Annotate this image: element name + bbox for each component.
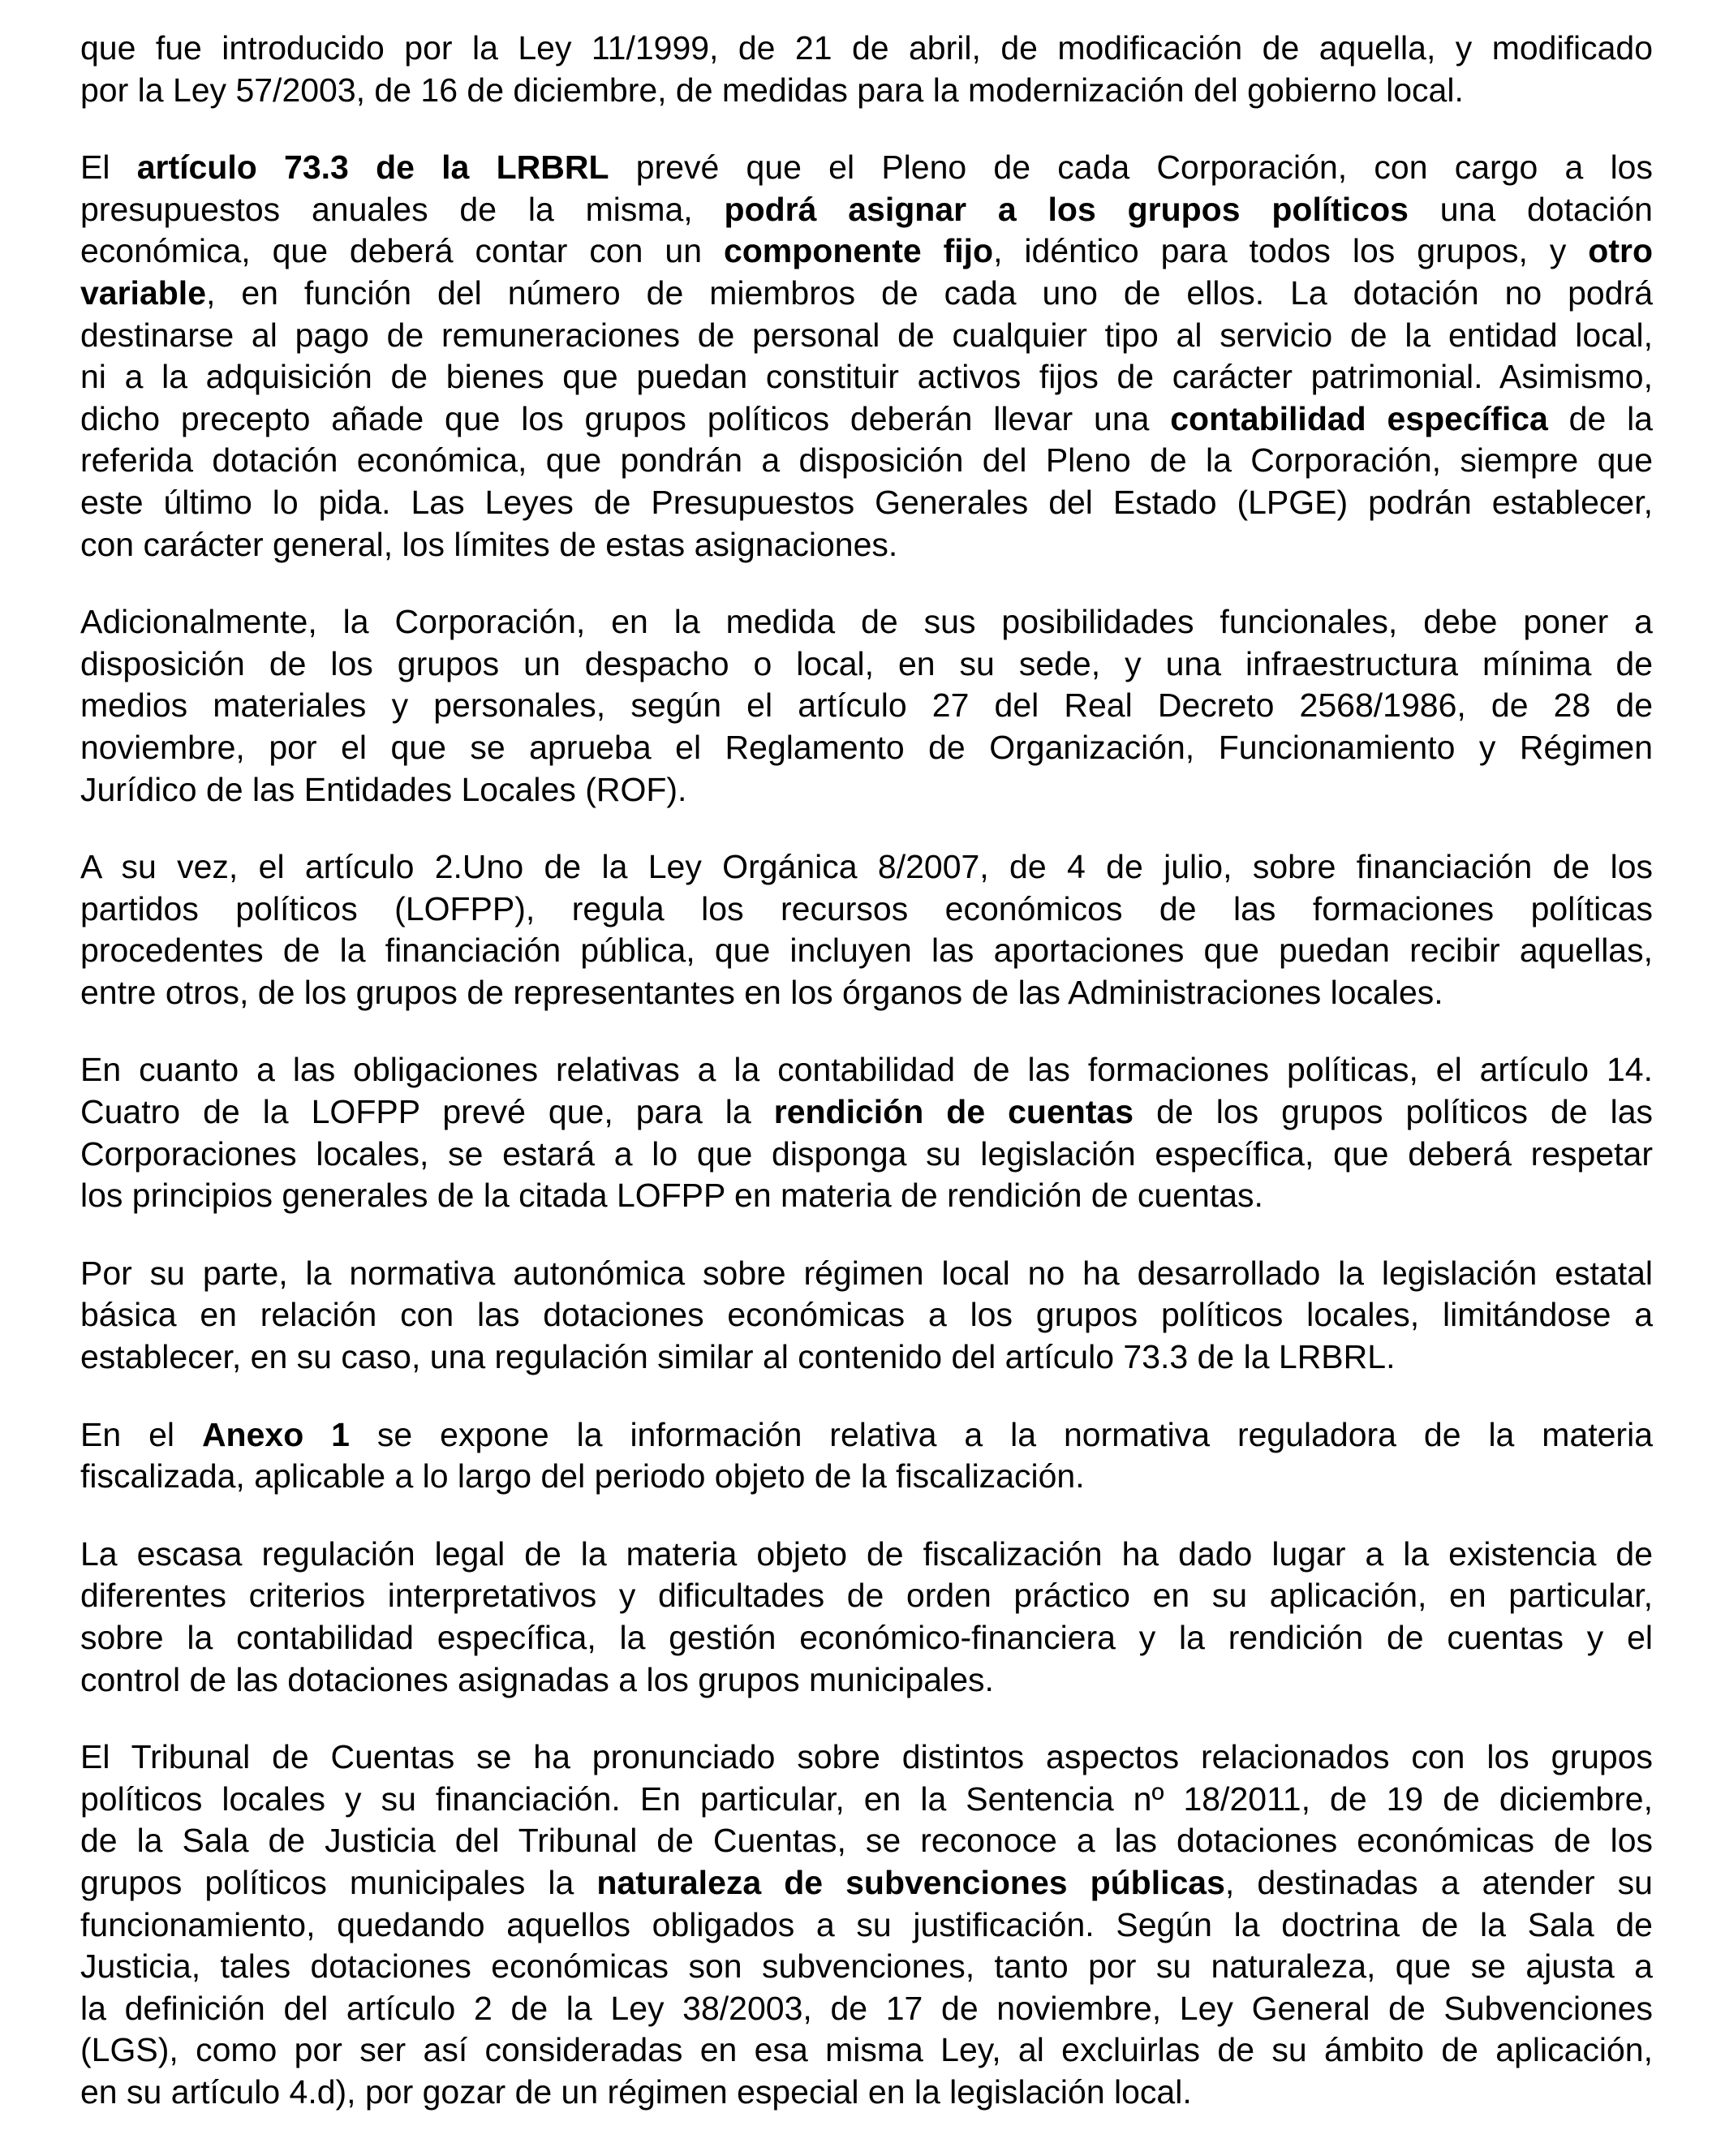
paragraph (80, 601, 1653, 811)
text: de los grupos políticos de las (1134, 1093, 1653, 1131)
text-line (80, 685, 1653, 727)
text: referida dotación económica, que pondrán a disposición del Pleno de la Corporación, siempre que (80, 441, 1653, 480)
text-line (80, 1736, 1653, 1779)
text: procedentes de la financiación pública, que incluyen las aportaciones que puedan recibir aquellas, (80, 932, 1653, 970)
text: control de las dotaciones asignadas a los grupos municipales. (80, 1660, 994, 1698)
paragraph (80, 28, 1653, 111)
paragraph (80, 1253, 1653, 1379)
paragraph (80, 1049, 1653, 1216)
text: A su vez, el artículo 2.Uno de la Ley Orgánica 8/2007, de 4 de julio, sobre financiación de los (80, 848, 1653, 886)
text: noviembre, por el que se aprueba el Reglamento de Organización, Funcionamiento y Régimen (80, 728, 1653, 766)
document-body (80, 28, 1653, 2150)
text-line (80, 440, 1653, 482)
text: se expone la información relativa a la normativa reguladora de la materia (349, 1415, 1653, 1453)
bold-text: naturaleza de subvenciones públicas (596, 1863, 1225, 1901)
text: , en función del número de miembros de cada uno de ellos. La dotación no podrá (206, 273, 1653, 312)
text-line (80, 147, 1653, 189)
text: establecer, en su caso, una regulación similar al contenido del artículo 73.3 de la LRBRL. (80, 1338, 1396, 1376)
text: entre otros, de los grupos de representantes en los órganos de las Administraciones locales. (80, 973, 1443, 1011)
text-line (80, 70, 1653, 112)
text-line (80, 28, 1653, 70)
text-line (80, 398, 1653, 441)
paragraph (80, 147, 1653, 566)
paragraph (80, 846, 1653, 1013)
text-line (80, 727, 1653, 769)
text: Adicionalmente, la Corporación, en la medida de sus posibilidades funcionales, debe poner a (80, 603, 1653, 641)
text: El (80, 148, 137, 187)
text-line (80, 1175, 1653, 1217)
text-line (80, 1049, 1653, 1091)
text: grupos políticos municipales la (80, 1863, 597, 1901)
text-line (80, 930, 1653, 972)
text: prevé que el Pleno de cada Corporación, con cargo a los (609, 148, 1653, 187)
text-line (80, 524, 1653, 566)
text-line (80, 1336, 1653, 1379)
text: políticos locales y su financiación. En particular, en la Sentencia nº 18/2011, de 19 de diciembre, (80, 1779, 1653, 1818)
text: con carácter general, los límites de estas asignaciones. (80, 525, 898, 563)
text-line (80, 1091, 1653, 1134)
text: económica, que deberá contar con un (80, 232, 724, 270)
text: destinarse al pago de remuneraciones de personal de cualquier tipo al servicio de la entidad local, (80, 316, 1653, 354)
text-line (80, 1659, 1653, 1702)
text-line (80, 889, 1653, 931)
bold-text: rendición de cuentas (773, 1093, 1134, 1131)
text: presupuestos anuales de la misma, (80, 190, 725, 228)
bold-text: componente fijo (723, 232, 994, 270)
text-line (80, 1862, 1653, 1904)
text-line (80, 846, 1653, 889)
text: diferentes criterios interpretativos y dificultades de orden práctico en su aplicación, en particular, (80, 1577, 1653, 1615)
text: básica en relación con las dotaciones económicas a los grupos políticos locales, limitándose a (80, 1296, 1653, 1334)
text-line (80, 1294, 1653, 1336)
text: disposición de los grupos un despacho o local, en su sede, y una infraestructura mínima de (80, 644, 1653, 682)
text-line (80, 1946, 1653, 1988)
text-line (80, 1904, 1653, 1947)
text: Justicia, tales dotaciones económicas son subvenciones, tanto por su naturaleza, que se ajusta a (80, 1947, 1653, 1986)
text: ni a la adquisición de bienes que puedan constituir activos fijos de carácter patrimonial. Asimismo, (80, 358, 1653, 396)
bold-text: variable (80, 273, 206, 312)
text: Por su parte, la normativa autonómica sobre régimen local no ha desarrollado la legislación estatal (80, 1254, 1653, 1292)
text: El Tribunal de Cuentas se ha pronunciado sobre distintos aspectos relacionados con los grupos (80, 1738, 1653, 1776)
text-line (80, 315, 1653, 357)
text-line (80, 643, 1653, 686)
text: dicho precepto añade que los grupos políticos deberán llevar una (80, 399, 1171, 437)
text-line (80, 356, 1653, 398)
bold-text: contabilidad específica (1170, 399, 1548, 437)
text-line (80, 1820, 1653, 1862)
text: sobre la contabilidad específica, la gestión económico-financiera y la rendición de cuentas y el (80, 1619, 1653, 1656)
text-line (80, 1253, 1653, 1295)
text-line (80, 1134, 1653, 1176)
paragraph (80, 1414, 1653, 1498)
text-line (80, 230, 1653, 273)
text: una dotación (1408, 190, 1653, 228)
text: (LGS), como por ser así consideradas en esa misma Ley, al excluirlas de su ámbito de aplicación, (80, 2031, 1653, 2069)
paragraph (80, 1736, 1653, 2113)
text: Jurídico de las Entidades Locales (ROF). (80, 770, 687, 808)
text: los principios generales de la citada LOFPP en materia de rendición de cuentas. (80, 1177, 1263, 1215)
text-line (80, 273, 1653, 315)
text-line (80, 2072, 1653, 2114)
text: en su artículo 4.d), por gozar de un régimen especial en la legislación local. (80, 2072, 1192, 2111)
text: partidos políticos (LOFPP), regula los recursos económicos de las formaciones políticas (80, 889, 1653, 927)
text: fiscalizada, aplicable a lo largo del periodo objeto de la fiscalización. (80, 1457, 1085, 1495)
text: En el (80, 1415, 202, 1453)
bold-text: otro (1588, 232, 1653, 270)
text: , idéntico para todos los grupos, y (993, 232, 1589, 270)
text-line (80, 601, 1653, 643)
text-line (80, 769, 1653, 811)
bold-text: artículo 73.3 de la LRBRL (136, 148, 609, 187)
text: La escasa regulación legal de la materia objeto de fiscalización ha dado lugar a la existencia de (80, 1534, 1653, 1573)
text: Cuatro de la LOFPP prevé que, para la (80, 1093, 774, 1131)
text-line (80, 972, 1653, 1014)
text: funcionamiento, quedando aquellos obligados a su justificación. Según la doctrina de la Sala de (80, 1905, 1653, 1943)
bold-text: Anexo 1 (201, 1415, 350, 1453)
text: este último lo pida. Las Leyes de Presupuestos Generales del Estado (LPGE) podrán establecer, (80, 483, 1653, 521)
text-line (80, 1414, 1653, 1457)
text-line (80, 1534, 1653, 1576)
text-line (80, 1575, 1653, 1617)
text: En cuanto a las obligaciones relativas a la contabilidad de las formaciones políticas, el artículo 14. (80, 1051, 1653, 1089)
text-line (80, 482, 1653, 524)
text: la definición del artículo 2 de la Ley 38/2003, de 17 de noviembre, Ley General de Subvenciones (80, 1989, 1653, 2027)
text-line (80, 1988, 1653, 2030)
text-line (80, 1617, 1653, 1659)
text: que fue introducido por la Ley 11/1999, de 21 de abril, de modificación de aquella, y modificado (80, 29, 1653, 67)
text: de la (1547, 399, 1653, 437)
paragraph (80, 1534, 1653, 1701)
text: de la Sala de Justicia del Tribunal de Cuentas, se reconoce a las dotaciones económicas de los (80, 1822, 1653, 1860)
text-line (80, 1456, 1653, 1498)
bold-text: podrá asignar a los grupos políticos (724, 190, 1409, 228)
text-line (80, 2029, 1653, 2072)
text: , destinadas a atender su (1224, 1863, 1653, 1901)
text: Corporaciones locales, se estará a lo que disponga su legislación específica, que deberá respetar (80, 1134, 1653, 1173)
text: por la Ley 57/2003, de 16 de diciembre, de medidas para la modernización del gobierno local. (80, 71, 1464, 109)
text-line (80, 1779, 1653, 1821)
text: medios materiales y personales, según el artículo 27 del Real Decreto 2568/1986, de 28 de (80, 686, 1653, 725)
text-line (80, 189, 1653, 231)
